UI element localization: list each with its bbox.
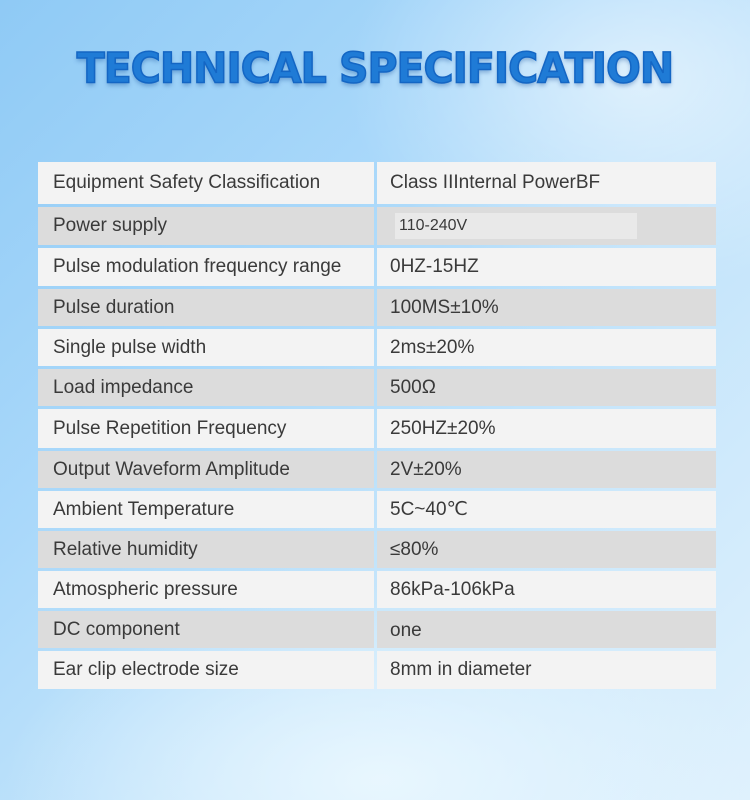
spec-value: 86kPa-106kPa — [377, 571, 716, 608]
spec-value: one — [377, 611, 716, 648]
spec-value: 500Ω — [377, 369, 716, 406]
spec-label: Pulse duration — [38, 289, 374, 326]
spec-label: Ambient Temperature — [38, 491, 374, 528]
spec-value: 100MS±10% — [377, 289, 716, 326]
spec-value: 8mm in diameter — [377, 651, 716, 689]
table-row — [38, 162, 716, 204]
spec-label: Ear clip electrode size — [38, 651, 374, 689]
spec-value: 5C~40℃ — [377, 491, 716, 528]
spec-value: 2V±20% — [377, 451, 716, 488]
table-row — [38, 491, 716, 528]
spec-label: Single pulse width — [38, 329, 374, 366]
spec-value-text: 110-240V — [395, 213, 637, 239]
table-row — [38, 207, 716, 245]
spec-label: Load impedance — [38, 369, 374, 406]
spec-label: Output Waveform Amplitude — [38, 451, 374, 488]
table-row — [38, 369, 716, 406]
spec-value — [377, 207, 716, 245]
table-row — [38, 409, 716, 448]
spec-label: Relative humidity — [38, 531, 374, 568]
spec-label: Atmospheric pressure — [38, 571, 374, 608]
table-row — [38, 451, 716, 488]
spec-value: ≤80% — [377, 531, 716, 568]
spec-label: DC component — [38, 611, 374, 648]
spec-label: Pulse Repetition Frequency — [38, 409, 374, 448]
table-row — [38, 248, 716, 286]
spec-label: Power supply — [38, 207, 374, 245]
spec-label: Equipment Safety Classification — [38, 162, 374, 204]
spec-value: Class IIInternal PowerBF — [377, 162, 716, 204]
spec-value: 2ms±20% — [377, 329, 716, 366]
table-row — [38, 289, 716, 326]
spec-value: 250HZ±20% — [377, 409, 716, 448]
table-row — [38, 611, 716, 648]
table-row — [38, 571, 716, 608]
spec-label: Pulse modulation frequency range — [38, 248, 374, 286]
page-title: TECHNICAL SPECIFICATION — [76, 43, 674, 93]
spec-value: 0HZ-15HZ — [377, 248, 716, 286]
table-row — [38, 531, 716, 568]
table-row — [38, 329, 716, 366]
table-row — [38, 651, 716, 689]
spec-table — [38, 162, 716, 692]
